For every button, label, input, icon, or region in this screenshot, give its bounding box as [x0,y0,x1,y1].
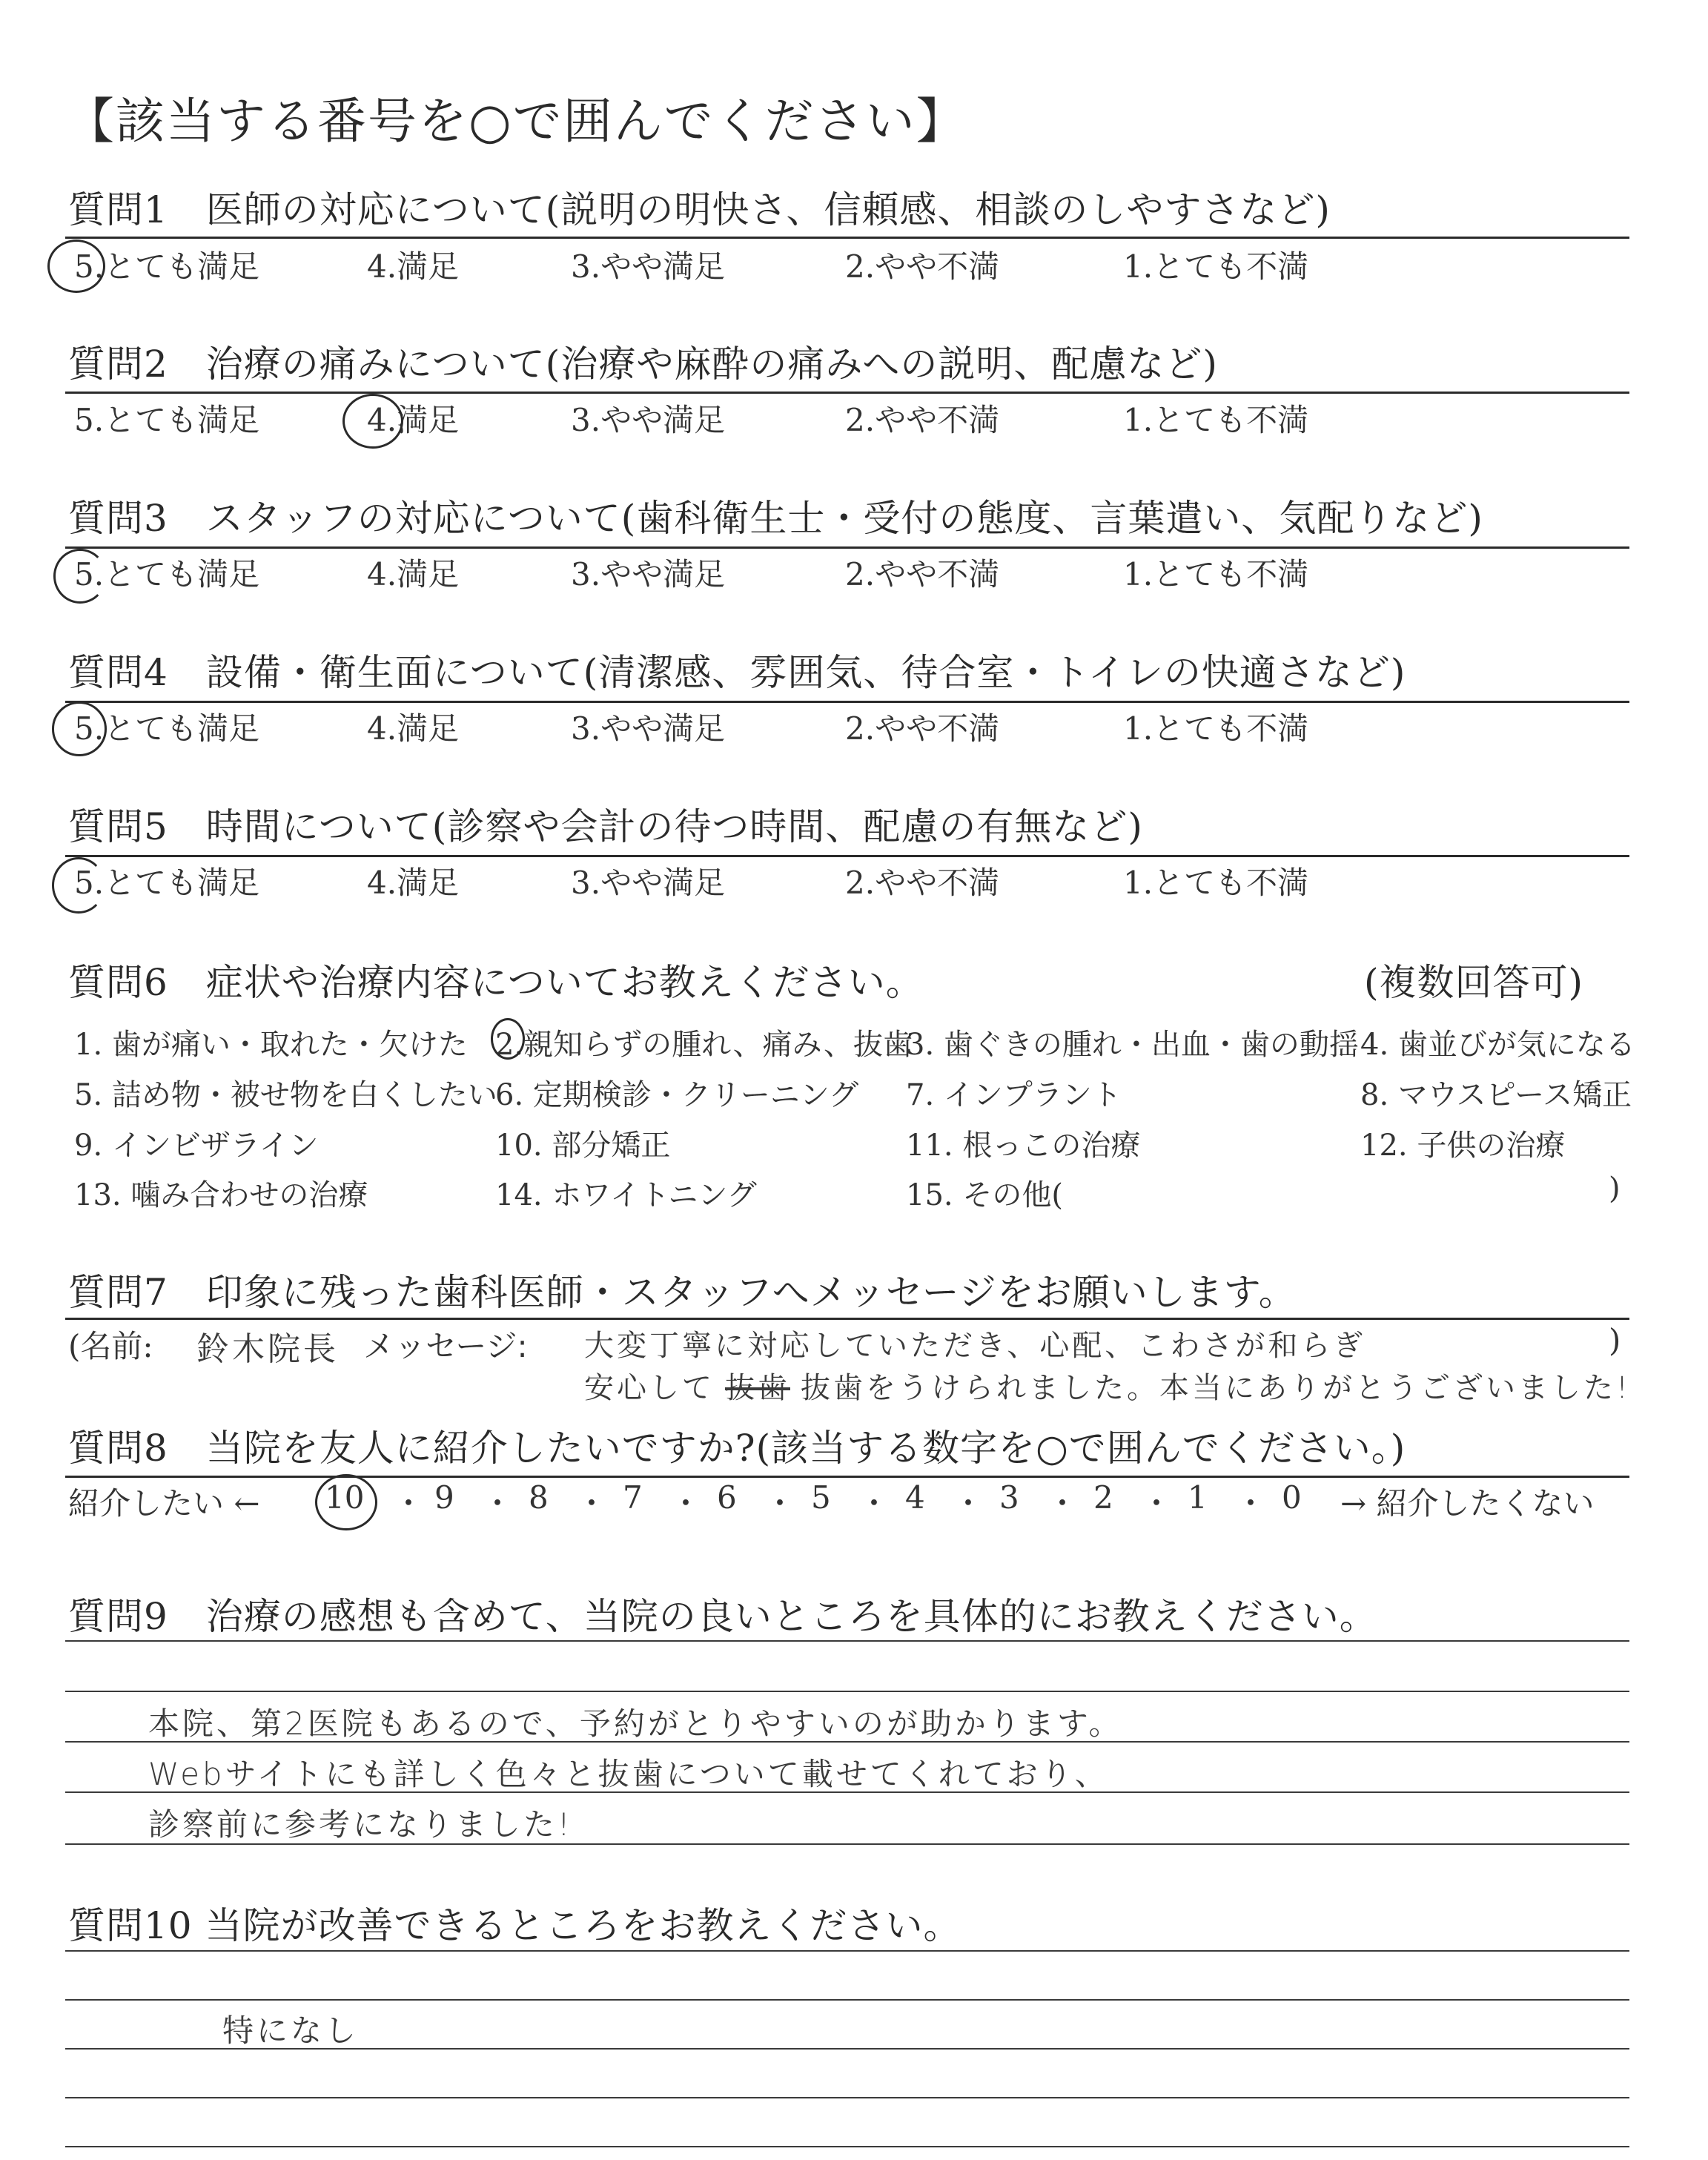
separator-dot: ・ [576,1485,608,1522]
scale-10[interactable]: 10 [325,1479,365,1516]
question-4-title: 質問4 設備・衛生面について(清潔感、雰囲気、待合室・トイレの快適さなど) [68,651,1406,694]
scale-2[interactable]: 2 [1093,1479,1113,1516]
answer-line [65,2146,1629,2147]
name-label: (名前: [68,1328,153,1364]
divider [65,701,1629,703]
multiple-answers-note: (複数回答可) [1364,961,1584,1004]
option-4[interactable]: 4.満足 [367,710,460,747]
option-item[interactable]: 11. 根っこの治療 [906,1129,1141,1163]
divider [65,392,1629,394]
option-1[interactable]: 1.とても不満 [1123,402,1309,438]
option-2[interactable]: 2.やや不満 [845,556,1000,592]
message-text: 抜歯をうけられました。本当にありがとうございました! [801,1371,1632,1405]
scale-1[interactable]: 1 [1188,1479,1208,1516]
divider [65,1476,1629,1478]
separator-dot: ・ [670,1485,702,1522]
separator-dot: ・ [1047,1485,1079,1522]
question-8-title: 質問8 当院を友人に紹介したいですか?(該当する数字を○で囲んでください。) [68,1427,1406,1470]
separator-dot: ・ [393,1485,425,1522]
question-5-title: 質問5 時間について(診察や会計の待つ時間、配慮の有無など) [68,805,1143,848]
answer-line [65,2097,1629,2098]
message-line-1[interactable]: 大変丁寧に対応していただき、心配、こわさが和らぎ [584,1329,1366,1363]
message-text: 安心して [584,1371,715,1405]
answer-circle [491,1018,525,1060]
separator-dot: ・ [482,1485,514,1522]
option-2[interactable]: 2.やや不満 [845,248,1000,285]
option-4[interactable]: 4.満足 [367,402,460,438]
option-3[interactable]: 3.やや満足 [571,556,726,592]
separator-dot: ・ [1235,1485,1267,1522]
option-1[interactable]: 1.とても不満 [1123,556,1309,592]
divider [65,237,1629,239]
answer-text-line[interactable]: 特になし [222,2012,360,2049]
option-item[interactable]: 6. 定期検診・クリーニング [495,1078,859,1112]
scale-5[interactable]: 5 [811,1479,831,1516]
option-5[interactable]: 5.とても満足 [74,248,260,285]
answer-line [65,1691,1629,1692]
option-3[interactable]: 3.やや満足 [571,248,726,285]
question-1-title: 質問1 医師の対応について(説明の明快さ、信頼感、相談のしやすさなど) [68,188,1331,231]
option-item[interactable]: 4. 歯並びが気になる [1360,1028,1635,1062]
right-label: → 紹介したくない [1340,1485,1595,1522]
option-2[interactable]: 2.やや不満 [845,710,1000,747]
divider [65,546,1629,549]
option-item[interactable]: 7. インプラント [906,1078,1122,1112]
answer-text-line[interactable]: Webサイトにも詳しく色々と抜歯について載せてくれており、 [148,1756,1109,1792]
scale-8[interactable]: 8 [529,1479,549,1516]
option-item[interactable]: 15. その他( [906,1178,1063,1212]
option-item[interactable]: 14. ホワイトニング [495,1178,757,1212]
close-paren: ) [1609,1172,1621,1206]
answer-line [65,1999,1629,2001]
scale-3[interactable]: 3 [999,1479,1019,1516]
answer-circle [315,1474,377,1530]
answer-line [65,1950,1629,1952]
struck-text: 抜歯 [725,1371,790,1405]
option-item[interactable]: 5. 詰め物・被せ物を白くしたい [74,1078,497,1112]
option-5[interactable]: 5.とても満足 [74,556,260,592]
option-4[interactable]: 4.満足 [367,248,460,285]
separator-dot: ・ [1141,1485,1173,1522]
scale-9[interactable]: 9 [434,1479,454,1516]
option-5[interactable]: 5.とても満足 [74,402,260,438]
page-title: 【該当する番号を○で囲んでください】 [65,93,967,150]
name-value[interactable]: 鈴木院長 [196,1330,339,1368]
scale-7[interactable]: 7 [623,1479,643,1516]
left-label: 紹介したい ← [68,1485,260,1522]
message-line-2[interactable] [584,1364,1631,1407]
option-2[interactable]: 2.やや不満 [845,865,1000,901]
option-1[interactable]: 1.とても不満 [1123,248,1309,285]
divider [65,855,1629,857]
answer-line [65,1640,1629,1642]
answer-circle [53,549,107,604]
option-3[interactable]: 3.やや満足 [571,865,726,901]
divider [65,1318,1629,1320]
separator-dot: ・ [953,1485,984,1522]
question-7-title: 質問7 印象に残った歯科医師・スタッフへメッセージをお願いします。 [68,1271,1297,1314]
answer-text-line[interactable]: 本院、第2医院もあるので、予約がとりやすいのが助かります。 [148,1705,1123,1742]
separator-dot: ・ [764,1485,796,1522]
option-5[interactable]: 5.とても満足 [74,710,260,747]
separator-dot: ・ [858,1485,890,1522]
scale-6[interactable]: 6 [717,1479,737,1516]
question-10-title: 質問10 当院が改善できるところをお教えください。 [68,1904,961,1947]
question-2-title: 質問2 治療の痛みについて(治療や麻酔の痛みへの説明、配慮など) [68,343,1218,386]
option-item[interactable]: 3. 歯ぐきの腫れ・出血・歯の動揺 [906,1028,1359,1062]
message-label: メッセージ: [363,1328,528,1364]
close-paren: ) [1609,1322,1621,1358]
answer-circle [47,240,105,293]
question-9-title: 質問9 治療の感想も含めて、当院の良いところを具体的にお教えください。 [68,1595,1377,1638]
option-4[interactable]: 4.満足 [367,865,460,901]
answer-circle [52,857,105,914]
option-3[interactable]: 3.やや満足 [571,710,726,747]
option-2[interactable]: 2.やや不満 [845,402,1000,438]
option-item[interactable]: 8. マウスピース矯正 [1360,1078,1632,1112]
option-3[interactable]: 3.やや満足 [571,402,726,438]
option-1[interactable]: 1.とても不満 [1123,710,1309,747]
scale-4[interactable]: 4 [905,1479,925,1516]
question-3-title: 質問3 スタッフの対応について(歯科衛生士・受付の態度、言葉遣い、気配りなど) [68,497,1483,540]
answer-circle [342,394,403,449]
answer-text-line[interactable]: 診察前に参考になりました! [148,1806,573,1843]
option-item[interactable]: 10. 部分矯正 [495,1129,671,1163]
option-1[interactable]: 1.とても不満 [1123,865,1309,901]
option-item[interactable]: 2.親知らずの腫れ、痛み、抜歯 [495,1028,913,1062]
option-item[interactable]: 9. インビザライン [74,1129,319,1163]
answer-circle [52,701,107,756]
option-4[interactable]: 4.満足 [367,556,460,592]
question-6-title: 質問6 症状や治療内容についてお教えください。 [68,961,924,1004]
option-5[interactable]: 5.とても満足 [74,865,260,901]
option-item[interactable]: 13. 噛み合わせの治療 [74,1178,368,1212]
scale-0[interactable]: 0 [1282,1479,1302,1516]
option-item[interactable]: 1. 歯が痛い・取れた・欠けた [74,1028,468,1062]
option-item[interactable]: 12. 子供の治療 [1360,1129,1566,1163]
